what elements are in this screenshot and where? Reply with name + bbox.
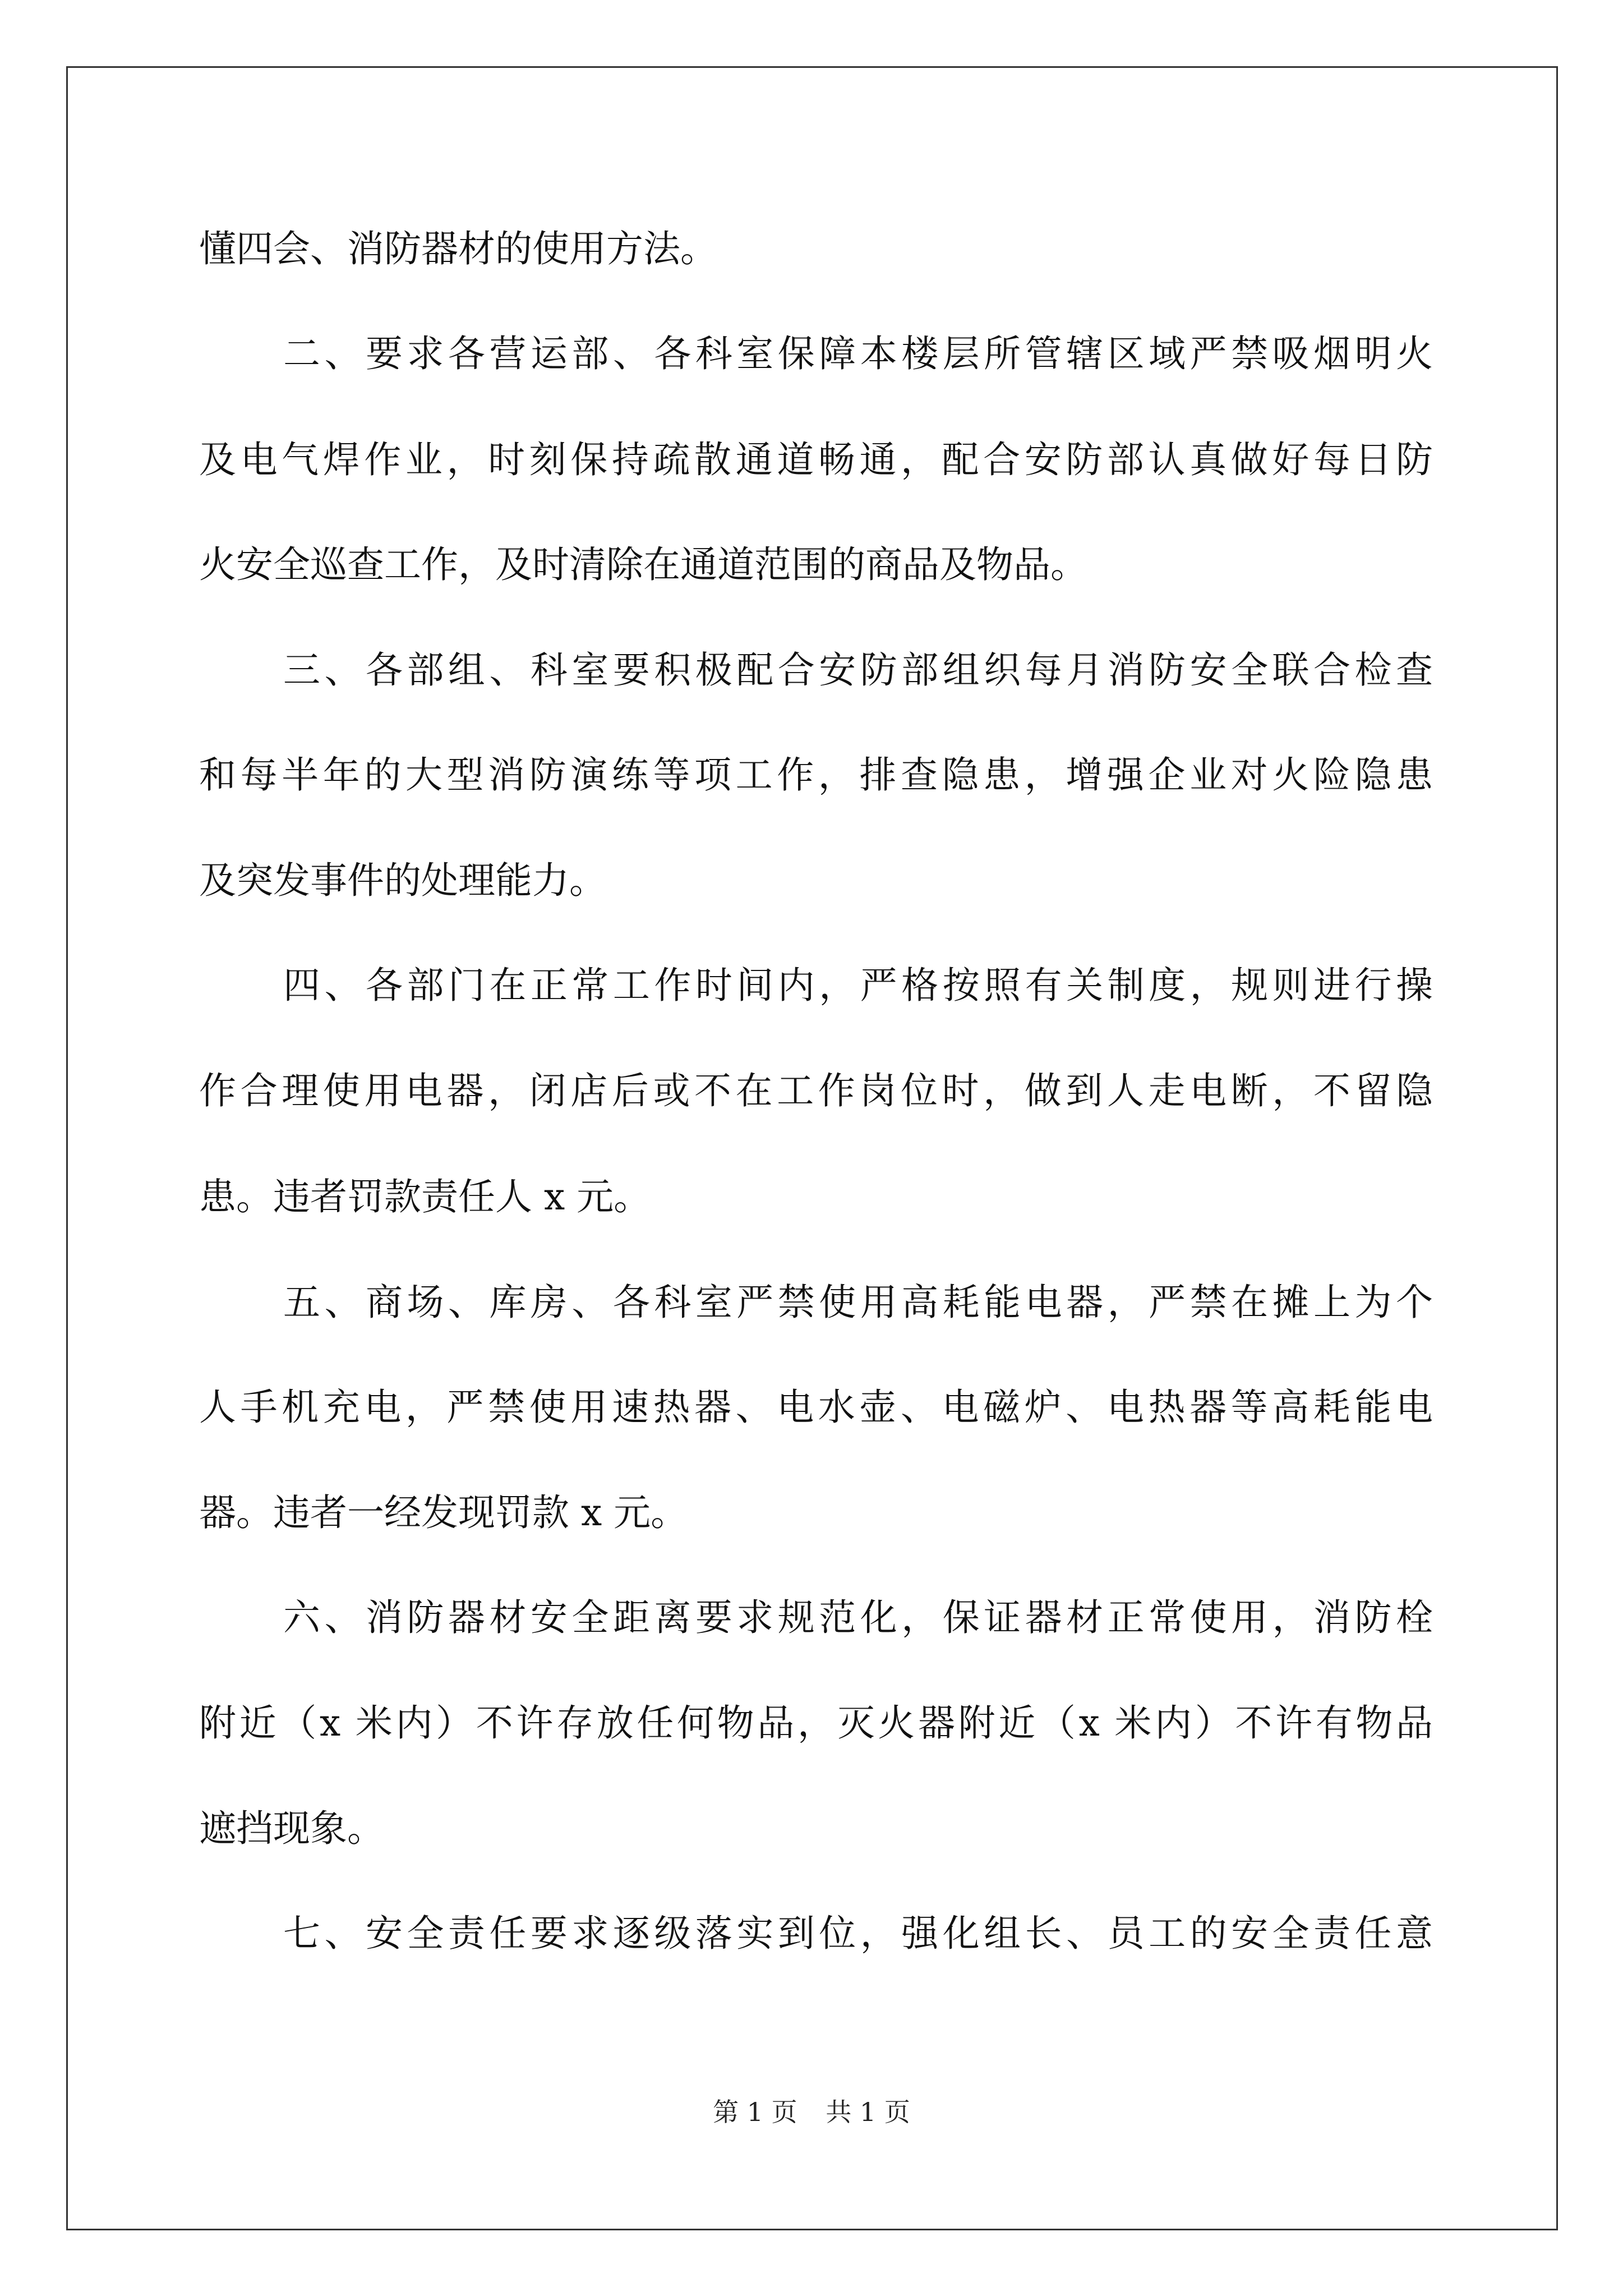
text-line: 三、各部组、科室要积极配合安防部组织每月消防安全联合检查 xyxy=(283,648,1433,692)
text-line: 六、消防器材安全距离要求规范化，保证器材正常使用，消防栓 xyxy=(283,1596,1433,1639)
text-line: 火安全巡查工作，及时清除在通道范围的商品及物品。 xyxy=(199,543,1087,586)
text-line: 作合理使用电器，闭店后或不在工作岗位时，做到人走电断，不留隐 xyxy=(199,1069,1433,1112)
text-line: 二、要求各营运部、各科室保障本楼层所管辖区域严禁吸烟明火 xyxy=(283,332,1433,375)
text-line: 遮挡现象。 xyxy=(199,1807,384,1850)
text-line: 人手机充电，严禁使用速热器、电水壶、电磁炉、电热器等高耗能电 xyxy=(199,1386,1433,1429)
page-footer xyxy=(0,2095,1623,2129)
text-line: 患。违者罚款责任人 x 元。 xyxy=(199,1175,651,1218)
page-total: 共 1 页 xyxy=(826,2097,910,2127)
text-line: 四、各部门在正常工作时间内，严格按照有关制度，规则进行操 xyxy=(283,964,1433,1007)
text-line: 器。违者一经发现罚款 x 元。 xyxy=(199,1491,688,1534)
text-line: 懂四会、消防器材的使用方法。 xyxy=(199,227,717,270)
text-line: 及电气焊作业，时刻保持疏散通道畅通，配合安防部认真做好每日防 xyxy=(199,438,1433,481)
text-line: 及突发事件的处理能力。 xyxy=(199,859,606,902)
text-line: 七、安全责任要求逐级落实到位，强化组长、员工的安全责任意 xyxy=(283,1912,1433,1955)
text-line: 五、商场、库房、各科室严禁使用高耗能电器，严禁在摊上为个 xyxy=(283,1281,1433,1324)
text-line: 附近（x 米内）不许存放任何物品，灭火器附近（x 米内）不许有物品 xyxy=(199,1701,1433,1745)
page-number: 第 1 页 xyxy=(713,2097,797,2127)
page-border xyxy=(66,66,1558,2230)
text-line: 和每半年的大型消防演练等项工作，排查隐患，增强企业对火险隐患 xyxy=(199,753,1433,797)
